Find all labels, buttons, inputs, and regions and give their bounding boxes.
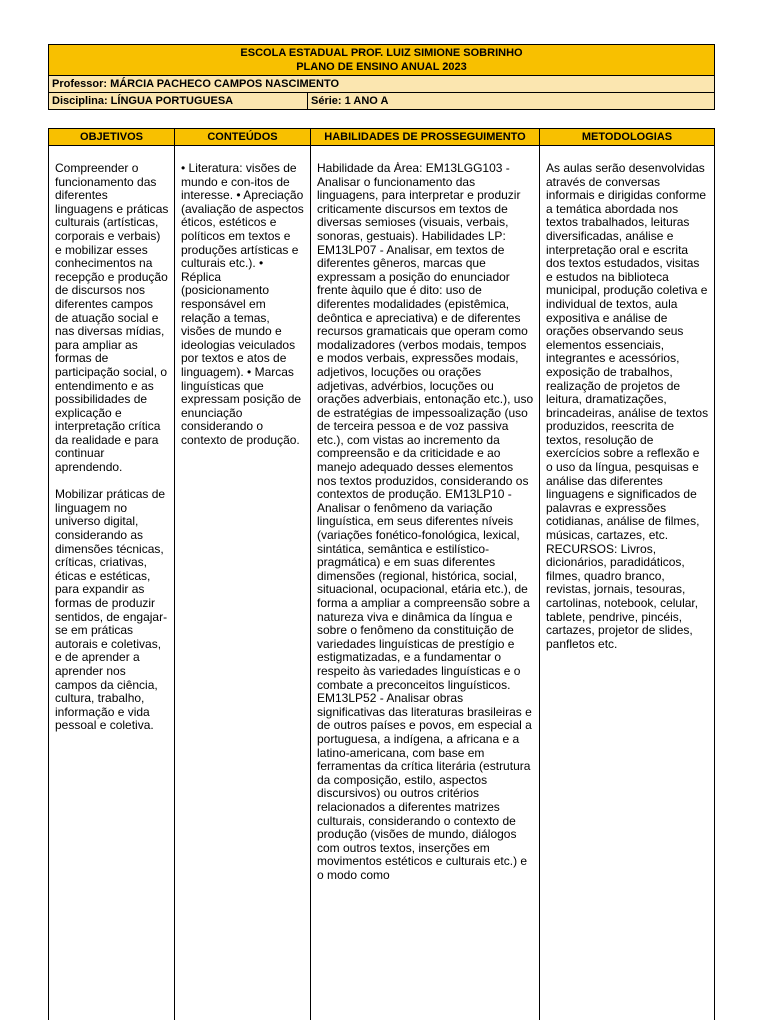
grade-field: Série: 1 ANO A [308, 93, 715, 110]
table-row [49, 146, 715, 1021]
habilidades-text: Habilidade da Área: EM13LGG103 - Analisar o funcionamento das linguagens, para interpretar e produzir criticamente discursos em textos de diversas semioses (visuais, verbais, sonoras, gestuais). Habilidades LP: EM13LP07 - Analisar, em textos de diferentes gêneros, marcas que expressam a posição do enunciador frente àquilo que é dito: uso de diferentes modalidades (epistêmica, deôntica e apreciativa) e de diferentes recursos gramaticais que operam como modalizadores (verbos modais, tempos e modos verbais, expressões modais, adjetivos, locuções ou orações adjetivas, advérbios, locuções ou orações adverbiais, entonação etc.), uso de estratégias de impessoalização (uso de terceira pessoa e de voz passiva etc.), com vistas ao incremento da compreensão e da criticidade e ao manejo adequado desses elementos nos textos produzidos, considerando os contextos de produção. EM13LP10 - Analisar o fenômeno da variação linguística, em seus diferentes níveis (variações fonético-fonológica, lexical, sintática, semântica e estilístico-pragmática) e em suas diferentes dimensões (regional, histórica, social, situacional, ocupacional, etária etc.), de forma a ampliar a compreensão sobre a natureza viva e dinâmica da língua e sobre o fenômeno da constituição de variedades linguísticas de prestígio e estigmatizadas, e a fundamentar o respeito às variedades linguísticas e o combate a preconceitos linguísticos. EM13LP52 - Analisar obras significativas das literaturas brasileiras e de outros países e povos, em especial a portuguesa, a indígena, a africana e a latino-americana, com base em ferramentas da crítica literária (estrutura da composição, estilo, aspectos discursivos) ou outros critérios relacionados a diferentes matrizes culturais, considerando o contexto de produção (visões de mundo, diálogos com outros textos, inserções em movimentos estéticos e culturais etc.) e o modo como [317, 162, 534, 882]
column-header-metodologias: METODOLOGIAS [540, 129, 715, 146]
plan-title: PLANO DE ENSINO ANUAL 2023 [296, 61, 467, 73]
teacher-field: Professor: MÁRCIA PACHECO CAMPOS NASCIMENTO [49, 76, 715, 93]
conteudos-text: • Literatura: visões de mundo e con-itos de interesse. • Apreciação (avaliação de aspectos éticos, estéticos e políticos em textos e produções artísticas e culturais etc.). • Réplica (posicionamento responsável em relação a temas, visões de mundo e ideologias veiculados por textos e atos de linguagem). • Marcas linguísticas que expressam posição de enunciação considerando o contexto de produção. [181, 162, 304, 447]
objetivo-paragraph: Mobilizar práticas de linguagem no universo digital, considerando as dimensões técnicas, críticas, criativas, éticas e estéticas, para expandir as formas de produzir sentidos, de engajar-se em práticas autorais e coletivas, e de aprender a aprender nos campos da ciência, cultura, trabalho, informação e vida pessoal e coletiva. [55, 487, 168, 733]
column-header-habilidades: HABILIDADES DE PROSSEGUIMENTO [311, 129, 540, 146]
plan-content-table [48, 128, 715, 1020]
school-name: ESCOLA ESTADUAL PROF. LUIZ SIMIONE SOBRINHO [240, 47, 523, 59]
objetivo-paragraph: Compreender o funcionamento das diferentes linguagens e práticas culturais (artísticas, corporais e verbais) e mobilizar esses conhecimentos na recepção e produção de discursos nos diferentes campos de atuação social e nas diversas mídias, para ampliar as formas de participação social, o entendimento e as possibilidades de explicação e interpretação crítica da realidade e para continuar aprendendo. [55, 162, 169, 475]
discipline-field: Disciplina: LÍNGUA PORTUGUESA [49, 93, 308, 110]
metodologias-cell [540, 146, 715, 1021]
column-header-row [49, 129, 715, 146]
habilidades-cell [311, 146, 540, 1021]
plan-header-table [48, 44, 715, 110]
metodologias-text: As aulas serão desenvolvidas através de conversas informais e dirigidas conforme a temática abordada nos textos trabalhados, leituras diversificadas, análise e interpretação oral e escrita dos textos estudados, visitas e estudos na biblioteca municipal, produção coletiva e individual de textos, aula expositiva e análise de orações observando seus elementos essenciais, integrantes e acessórios, exposição de trabalhos, realização de projetos de leitura, dramatizações, brincadeiras, análise de textos produzidos, reescrita de textos, resolução de exercícios sobre a reflexão e o uso da língua, pesquisas e análise das diferentes linguagens e significados de palavras e expressões cotidianas, análise de filmes, músicas, cartazes, etc. RECURSOS: Livros, dicionários, paradidáticos, filmes, quadro branco, revistas, jornais, tesouras, cartolinas, notebook, celular, tablete, pendrive, pincéis, cartazes, projetor de slides, panfletos etc. [546, 162, 709, 651]
school-title [49, 45, 715, 76]
objetivos-cell [49, 146, 175, 1021]
column-header-objetivos: OBJETIVOS [49, 129, 175, 146]
conteudos-cell [175, 146, 311, 1021]
column-header-conteudos: CONTEÚDOS [175, 129, 311, 146]
